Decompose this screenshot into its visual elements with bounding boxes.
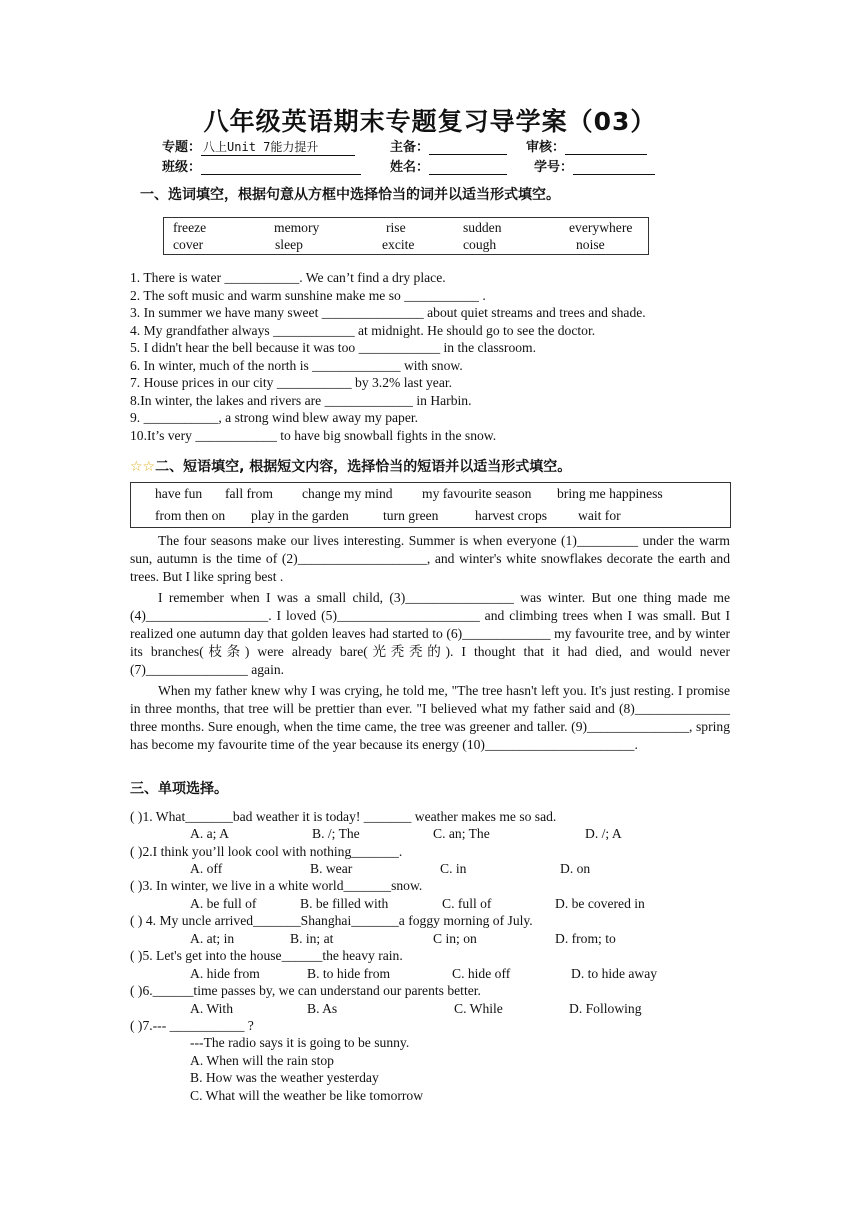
option-2d[interactable]: D. on [560, 861, 591, 876]
option-1d[interactable]: D. /; A [585, 826, 622, 841]
option-3c[interactable]: C. full of [442, 896, 492, 911]
review-blank[interactable] [565, 140, 647, 155]
phrase-option: turn green [383, 508, 439, 523]
section3-heading: 三、单项选择。 [130, 781, 228, 797]
fill-item-8: 8.In winter, the lakes and rivers are _____________ in Harbin. [130, 393, 472, 408]
option-6d[interactable]: D. Following [569, 1001, 642, 1016]
fill-item-7: 7. House prices in our city ___________ by 3.2% last year. [130, 375, 453, 390]
option-5c[interactable]: C. hide off [452, 966, 511, 981]
phrase-option: bring me happiness [557, 486, 663, 501]
question-7: ( )7.--- ___________ ? [130, 1018, 254, 1033]
student-id-label: 学号： [534, 160, 574, 175]
question-3: ( )3. In winter, we live in a white world_______snow. [130, 878, 423, 893]
option-7c[interactable]: C. What will the weather be like tomorrow [190, 1088, 424, 1103]
passage-paragraph-2: I remember when I was a small child, (3)________________ was winter. But one thing made me (4)__________________. I loved (5)_____________________ and climbing trees when I was small. But I realized one autumn day that golden leaves had started to (6)_____________ my favourite tree, and by winter its branches(枝条) were already bare(光秃秃的). I thought that it had died, and would never (7)_______________ again. [130, 590, 730, 677]
review-label: 审核： [526, 140, 566, 155]
option-1a[interactable]: A. a; A [190, 826, 229, 841]
name-field [390, 156, 507, 175]
passage-paragraph-3: When my father knew why I was crying, he told me, "The tree hasn't left you. It's just resting. I promise in three months, that tree will be prettier than ever. "I believed what my father said and (8)______________ three months. Sure enough, when the time came, the tree was greener and taller. (9)_______________, spring has become my favourite time of the year because its energy (10)______________________. [130, 683, 730, 752]
topic-value: 八上Unit 7能力提升 [201, 138, 355, 156]
word-option: noise [576, 237, 605, 252]
page-title: 八年级英语期末专题复习导学案（03） [203, 107, 657, 136]
phrase-option: my favourite season [422, 486, 532, 501]
option-5b[interactable]: B. to hide from [307, 966, 391, 981]
phrase-option: change my mind [302, 486, 393, 501]
fill-item-10: 10.It’s very ____________ to have big snowball fights in the snow. [130, 428, 497, 443]
fill-item-6: 6. In winter, much of the north is _____________ with snow. [130, 358, 463, 373]
phrase-option: from then on [155, 508, 226, 523]
section2-heading-row [130, 456, 571, 476]
chief-field [390, 136, 507, 155]
question-4: ( ) 4. My uncle arrived_______Shanghai_______a foggy morning of July. [130, 913, 533, 928]
phrase-option: play in the garden [251, 508, 349, 523]
word-option: cover [173, 237, 204, 252]
passage-paragraph-1: The four seasons make our lives interesting. Summer is when everyone (1)_________ under the warm sun, autumn is the time of (2)___________________, and winter's white snowflakes decorate the earth and trees. But I like spring best . [130, 533, 730, 584]
class-field [162, 156, 361, 175]
phrase-option: have fun [155, 486, 203, 501]
topic-field [162, 136, 355, 156]
phrase-option: wait for [578, 508, 621, 523]
option-4a[interactable]: A. at; in [190, 931, 235, 946]
name-label: 姓名： [390, 160, 430, 175]
option-7a[interactable]: A. When will the rain stop [190, 1053, 334, 1068]
option-3d[interactable]: D. be covered in [555, 896, 645, 911]
option-1c[interactable]: C. an; The [433, 826, 490, 841]
question-6: ( )6.______time passes by, we can understand our parents better. [130, 983, 481, 998]
word-option: sudden [463, 220, 502, 235]
fill-item-9: 9. ___________, a strong wind blew away my paper. [130, 410, 419, 425]
star-icon: ☆☆ [130, 459, 156, 475]
option-1b[interactable]: B. /; The [312, 826, 360, 841]
option-2c[interactable]: C. in [440, 861, 467, 876]
class-blank[interactable] [201, 160, 361, 175]
option-2a[interactable]: A. off [190, 861, 223, 876]
option-6a[interactable]: A. With [190, 1001, 234, 1016]
phrase-box [130, 482, 731, 528]
question-5: ( )5. Let's get into the house______the heavy rain. [130, 948, 403, 963]
word-option: freeze [173, 220, 207, 235]
fill-item-2: 2. The soft music and warm sunshine make me so ___________ . [130, 288, 486, 303]
option-7b[interactable]: B. How was the weather yesterday [190, 1070, 379, 1085]
student-id-field [534, 156, 655, 175]
word-option: sleep [275, 237, 303, 252]
option-2b[interactable]: B. wear [310, 861, 353, 876]
option-4c[interactable]: C in; on [433, 931, 477, 946]
option-3b[interactable]: B. be filled with [300, 896, 389, 911]
option-4b[interactable]: B. in; at [290, 931, 334, 946]
class-label: 班级： [162, 160, 202, 175]
option-3a[interactable]: A. be full of [190, 896, 257, 911]
word-option: cough [463, 237, 497, 252]
fill-item-4: 4. My grandfather always ____________ at midnight. He should go to see the doctor. [130, 323, 596, 338]
word-option: rise [386, 220, 406, 235]
phrase-option: harvest crops [475, 508, 548, 523]
option-6b[interactable]: B. As [307, 1001, 338, 1016]
fill-item-1: 1. There is water ___________. We can’t find a dry place. [130, 270, 446, 285]
question-1: ( )1. What_______bad weather it is today! _______ weather makes me so sad. [130, 809, 557, 824]
student-id-blank[interactable] [573, 160, 655, 175]
word-option: excite [382, 237, 415, 252]
option-4d[interactable]: D. from; to [555, 931, 616, 946]
chief-label: 主备： [390, 140, 430, 155]
fill-item-3: 3. In summer we have many sweet _______________ about quiet streams and trees and shade. [130, 305, 646, 320]
option-6c[interactable]: C. While [454, 1001, 503, 1016]
topic-label: 专题： [162, 140, 202, 155]
word-box [163, 217, 649, 255]
chief-blank[interactable] [429, 140, 507, 155]
section1-heading: 一、选词填空，根据句意从方框中选择恰当的词并以适当形式填空。 [140, 187, 560, 203]
name-blank[interactable] [429, 160, 507, 175]
phrase-option: fall from [225, 486, 273, 501]
review-field [526, 136, 647, 155]
option-5d[interactable]: D. to hide away [571, 966, 658, 981]
option-5a[interactable]: A. hide from [190, 966, 260, 981]
word-option: everywhere [569, 220, 633, 235]
word-option: memory [274, 220, 320, 235]
question-7-dialogue: ---The radio says it is going to be sunny. [190, 1035, 410, 1050]
fill-item-5: 5. I didn't hear the bell because it was too ____________ in the classroom. [130, 340, 537, 355]
section2-heading: 二、短语填空, 根据短文内容，选择恰当的短语并以适当形式填空。 [155, 459, 572, 475]
question-2: ( )2.I think you’ll look cool with nothing_______. [130, 844, 403, 859]
